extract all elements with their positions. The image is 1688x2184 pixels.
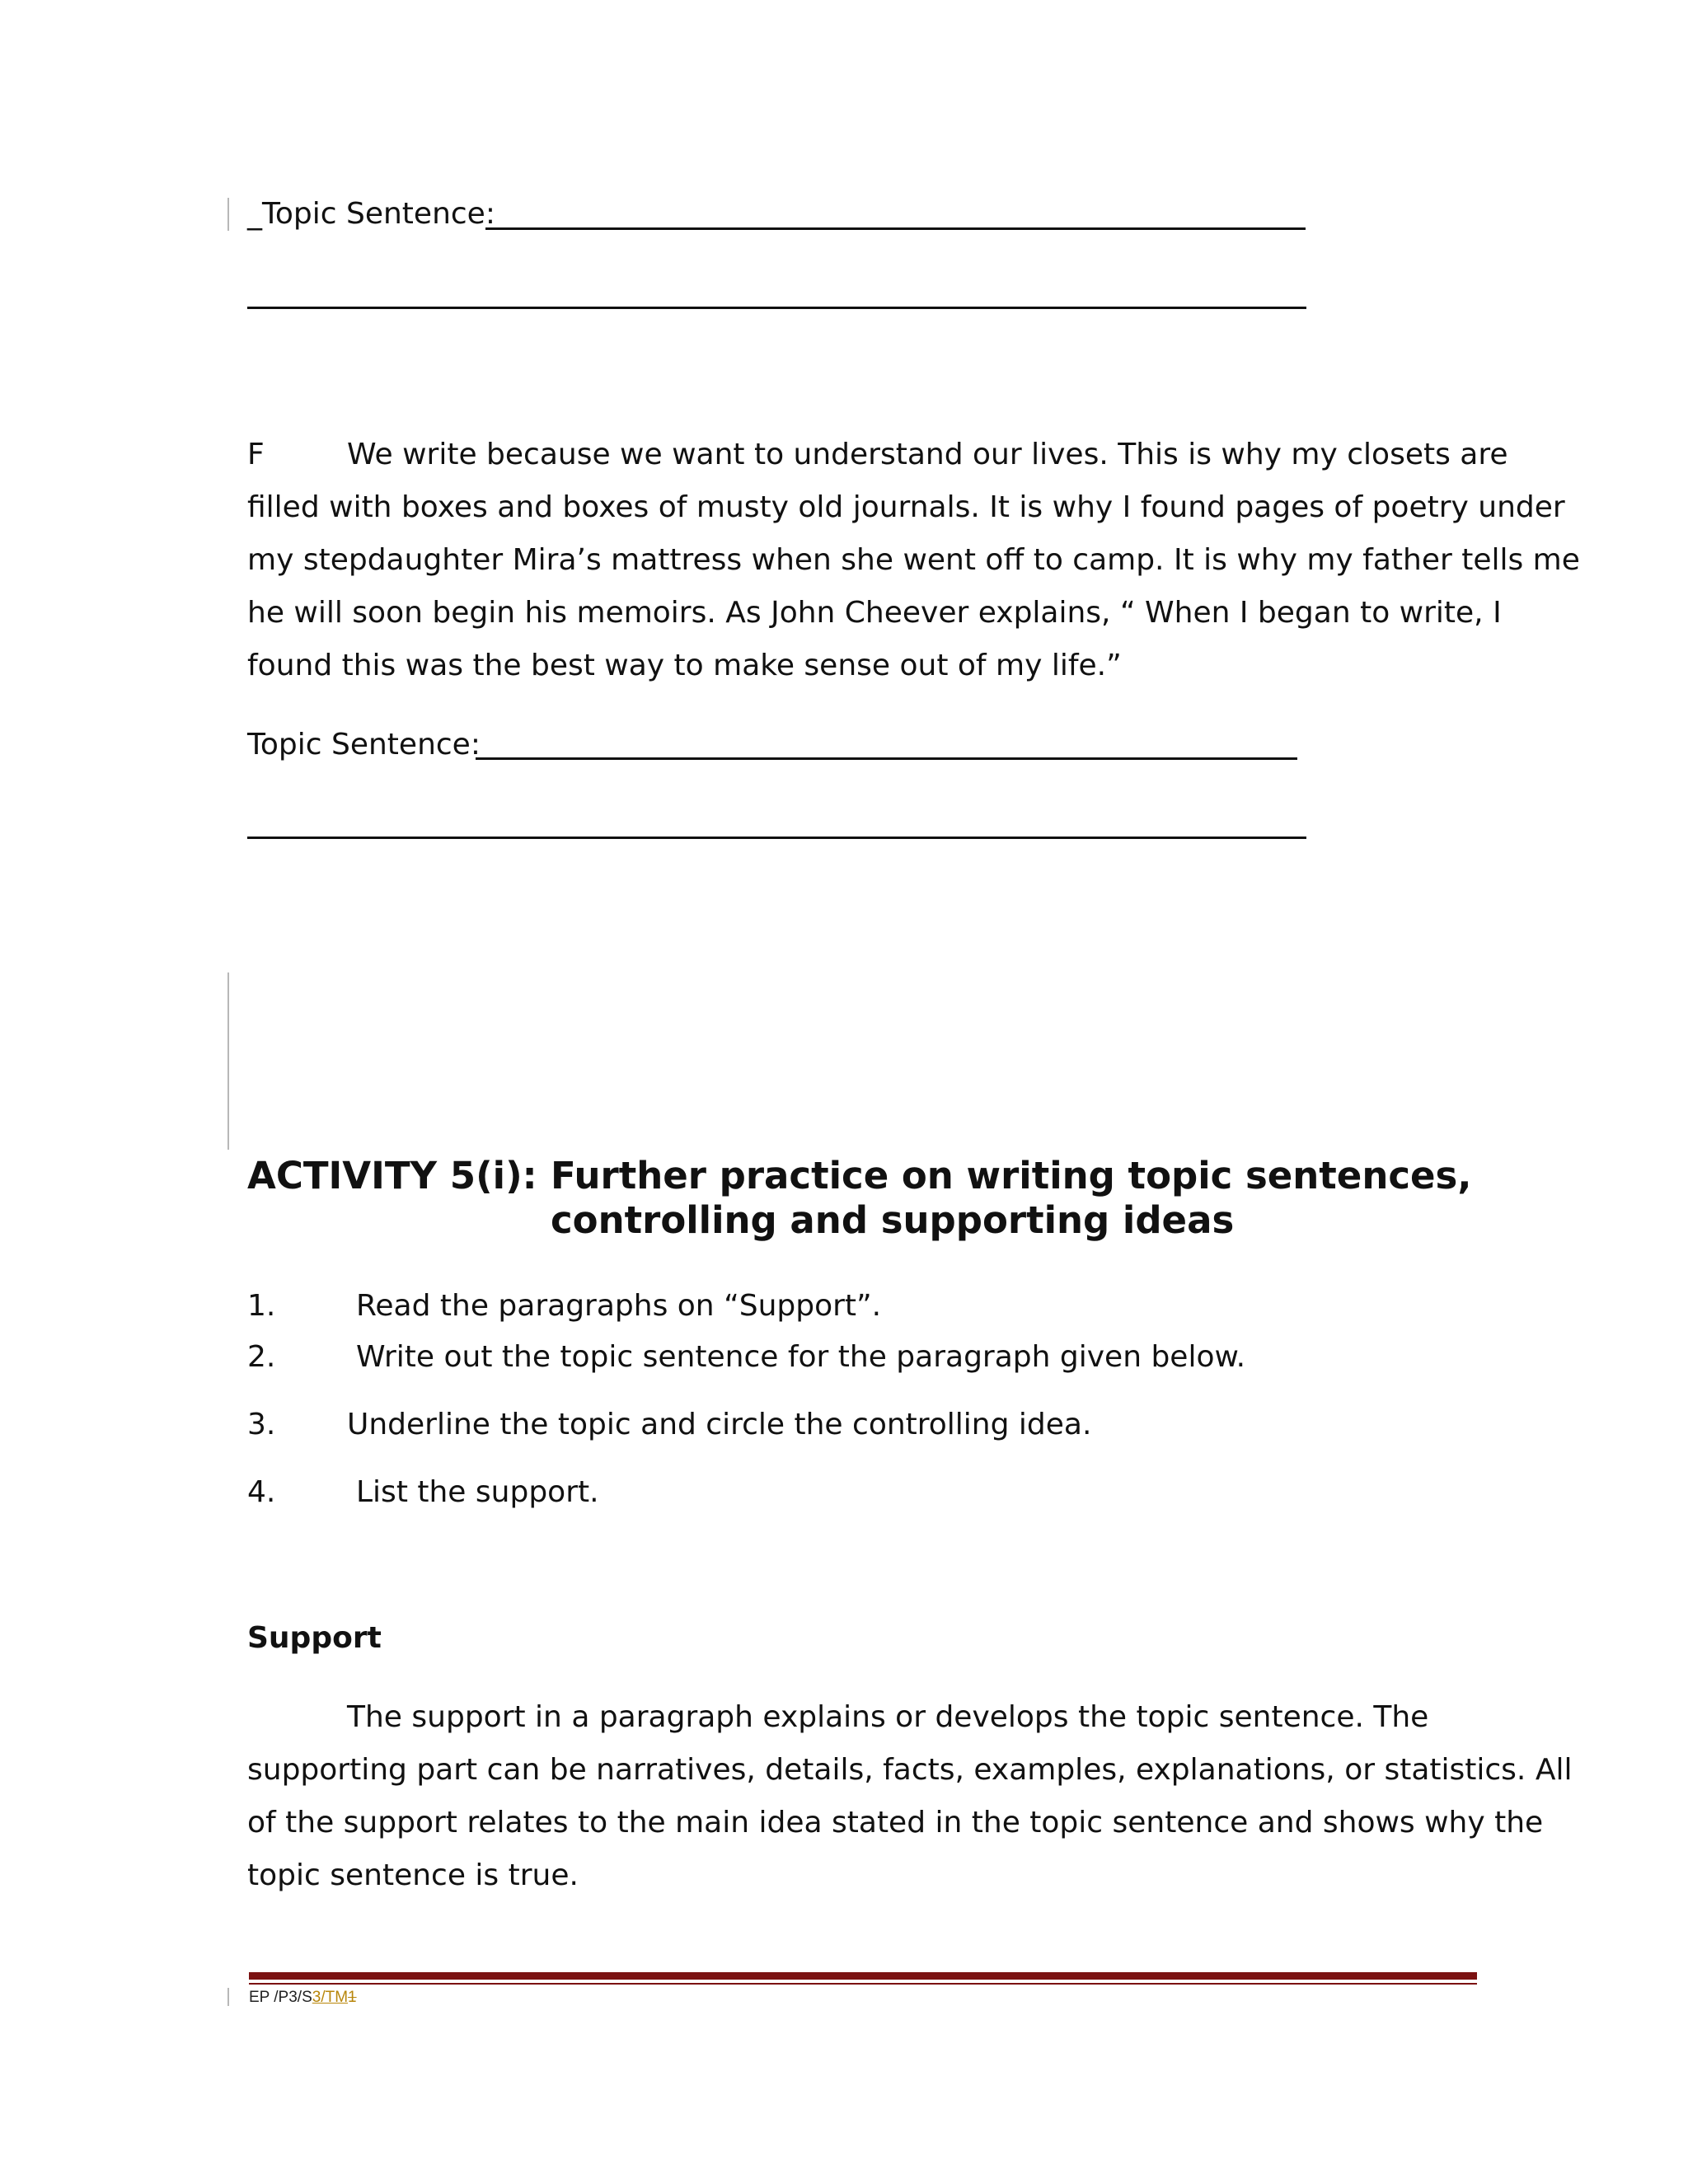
step-number: 1. [247,1289,276,1323]
change-bar-footer [227,1988,229,2006]
step-text: List the support. [356,1475,599,1509]
section-f-letter: F [247,438,265,471]
section-e-answer-line-2[interactable] [247,307,1306,309]
section-e-topic-label: Topic Sentence: [262,197,495,231]
support-heading: Support [247,1621,382,1655]
step-number: 3. [247,1408,276,1441]
change-bar-top [227,198,229,231]
section-f-line: my stepdaughter Mira’s mattress when she went off to camp. It is why my father tells me [247,543,1580,577]
footer-code [249,1988,357,2008]
section-f-line: he will soon begin his memoirs. As John Cheever explains, “ When I began to write, I [247,596,1502,630]
step-text: Read the paragraphs on “Support”. [356,1289,882,1323]
section-e-answer-line-1[interactable] [485,227,1306,230]
activity-label: ACTIVITY 5(i): [247,1154,537,1197]
section-f-answer-line-1[interactable] [476,757,1297,760]
support-line: The support in a paragraph explains or develops the topic sentence. The [347,1700,1429,1734]
step-text: Write out the topic sentence for the paragraph given below. [356,1340,1246,1374]
support-line: of the support relates to the main idea stated in the topic sentence and shows why the [247,1806,1544,1840]
change-bar-middle [227,972,229,1150]
footer-rule-thick [249,1972,1477,1980]
footer-code-inserted: 3/TM [312,1989,349,2006]
step-number: 4. [247,1475,276,1509]
footer-rule-thin [249,1983,1477,1985]
support-line: topic sentence is true. [247,1858,579,1892]
section-f-paragraph [247,429,1580,692]
section-e-marker: _ [247,197,262,231]
activity-title-line-1: Further practice on writing topic sentences, [551,1154,1472,1197]
section-f-answer-line-2[interactable] [247,837,1306,839]
footer-code-deleted: 1 [348,1989,357,2006]
footer-code-prefix: EP /P3/S [249,1989,312,2006]
section-e-topic-row [247,188,495,241]
step-text: Underline the topic and circle the controlling idea. [347,1408,1092,1441]
support-paragraph [247,1691,1572,1902]
support-line: supporting part can be narratives, details, facts, examples, explanations, or statistics. All [247,1753,1573,1787]
step-number: 2. [247,1340,276,1374]
section-f-line: filled with boxes and boxes of musty old journals. It is why I found pages of poetry under [247,490,1565,524]
section-f-topic-label: Topic Sentence: [247,728,481,762]
activity-title-line-2: controlling and supporting ideas [551,1198,1235,1242]
section-f-line: found this was the best way to make sense out of my life.” [247,649,1122,682]
section-f-line: We write because we want to understand our lives. This is why my closets are [347,438,1508,471]
